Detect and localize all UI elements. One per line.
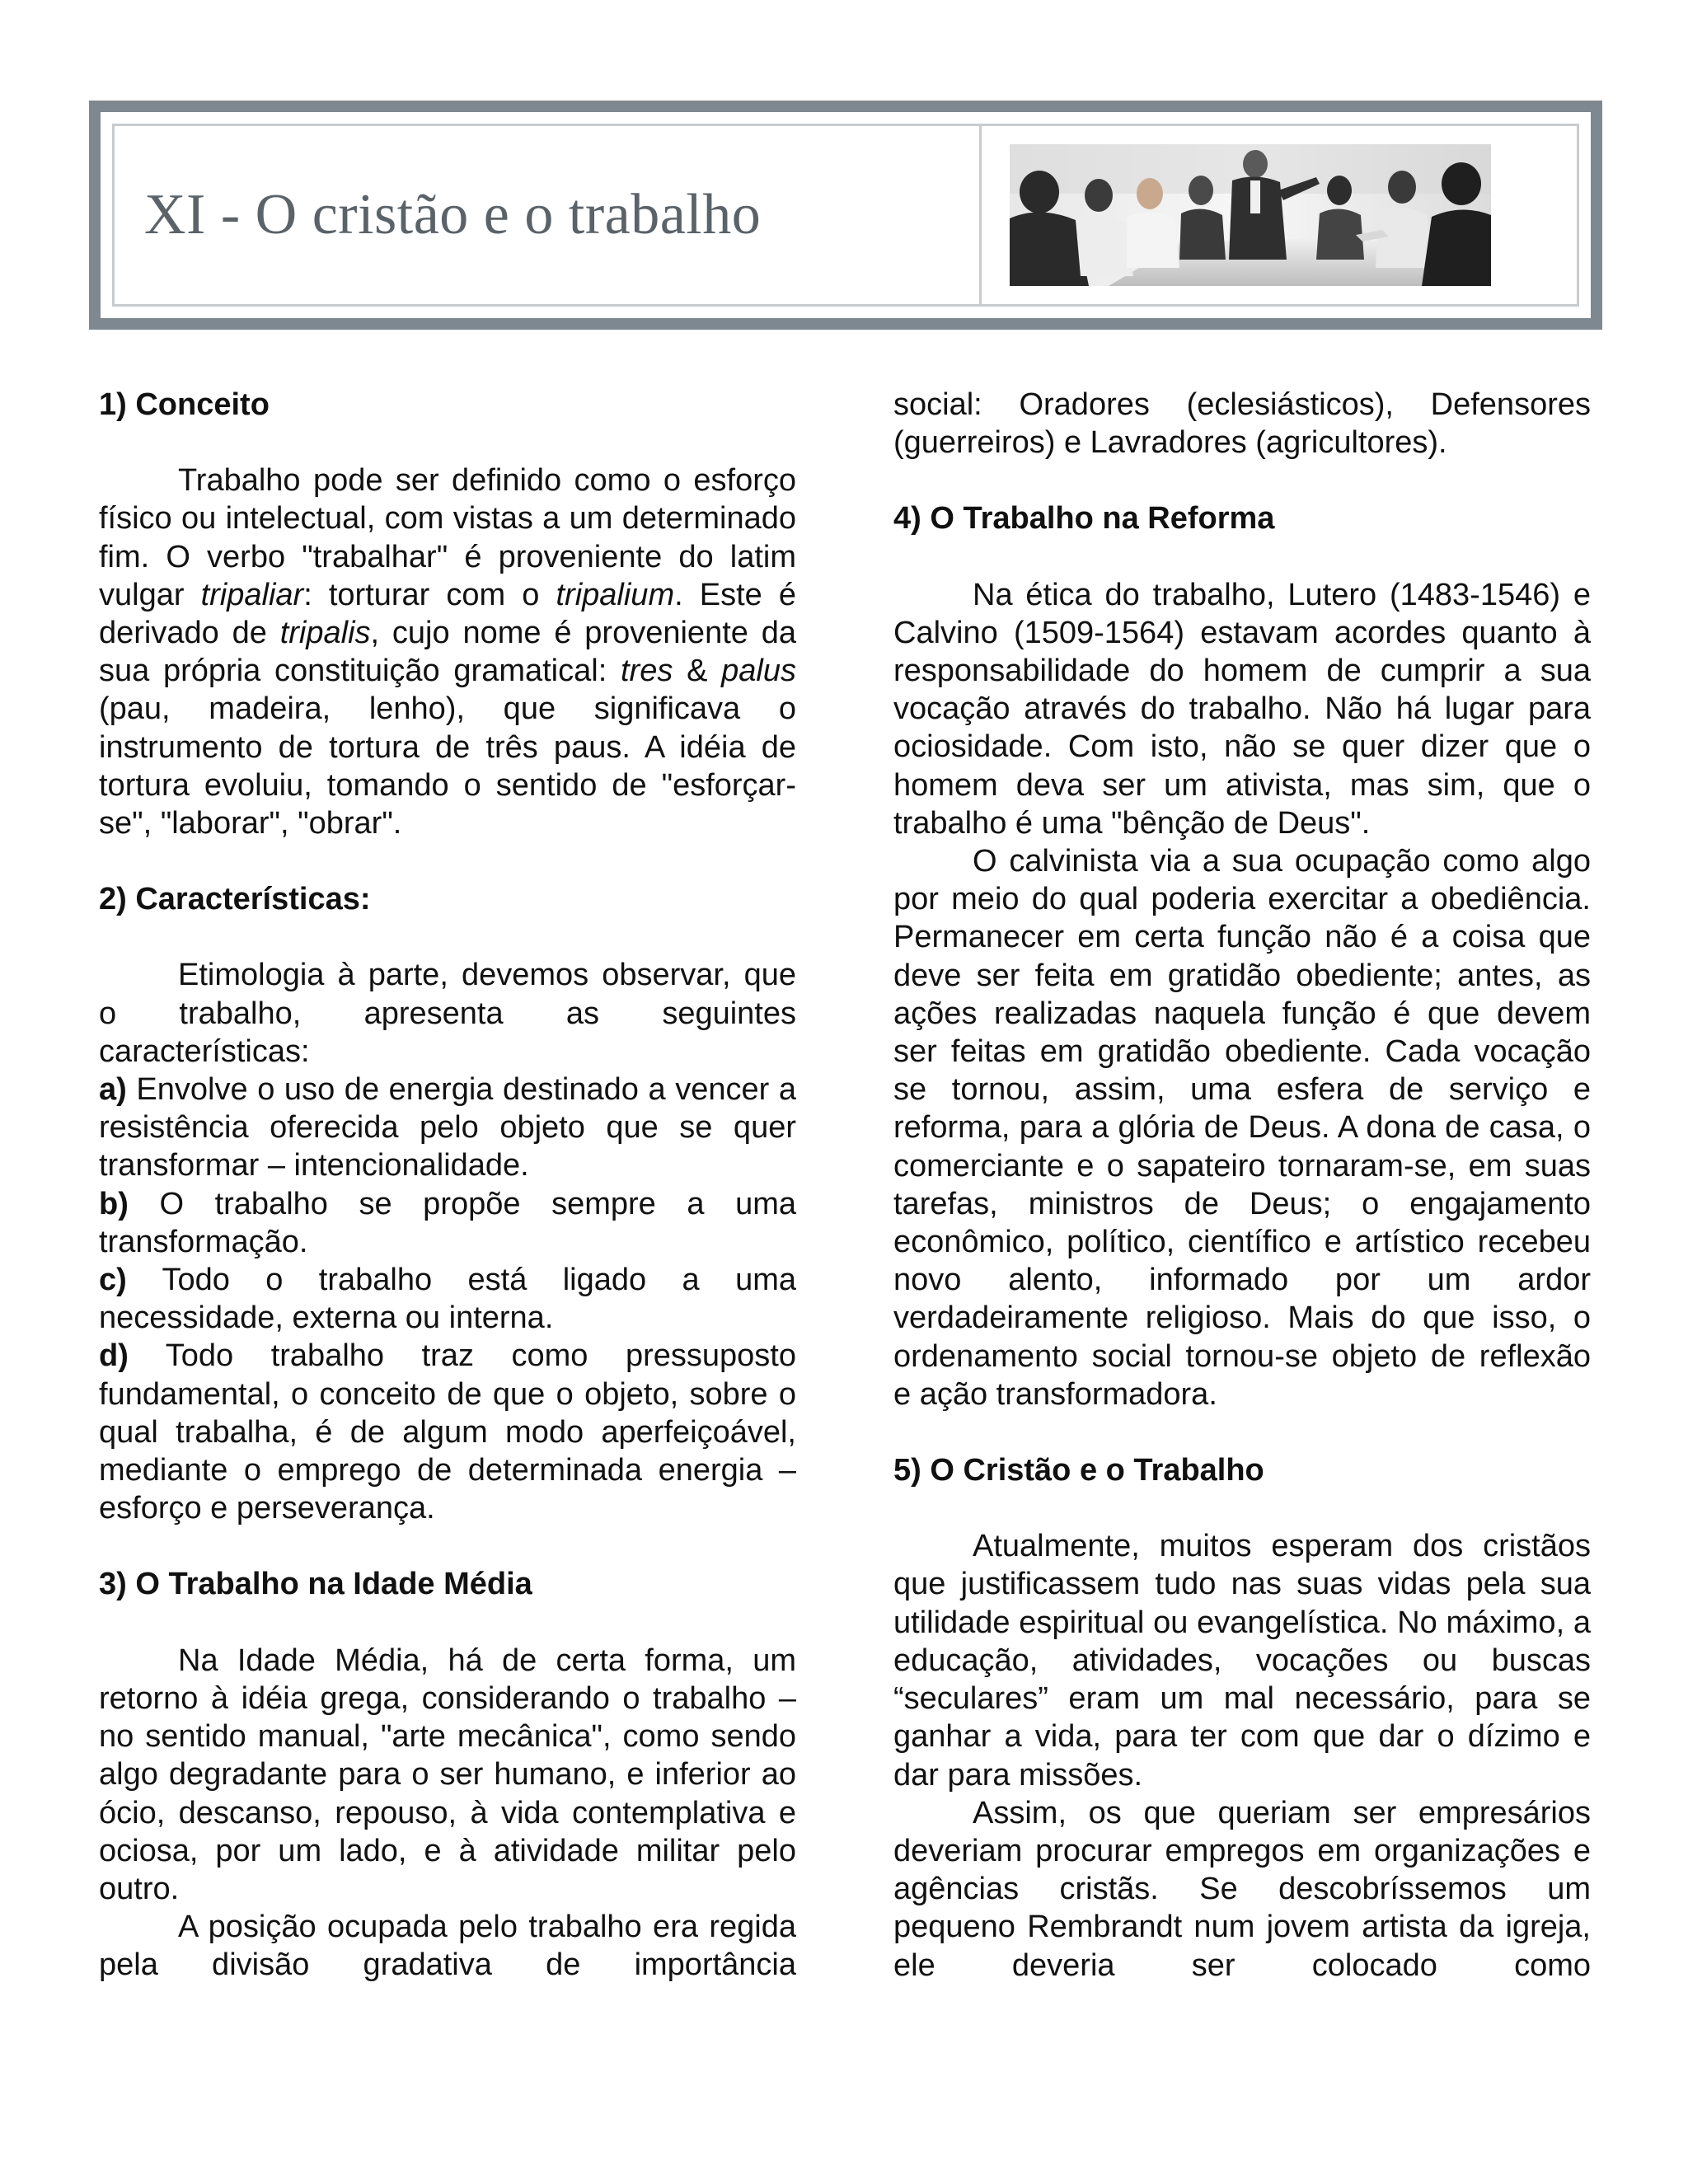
italic-term: palus xyxy=(721,654,796,689)
list-letter: a) xyxy=(99,1072,127,1108)
list-item xyxy=(99,1071,796,1185)
text-run: & xyxy=(673,654,722,689)
list-item-text: Todo trabalho traz como pressuposto fundamental, o conceito de que o objeto, sobre o qual trabalha, é de algum modo aperfeiçoável, mediante o emprego de determinada energia – esforço e perseverança. xyxy=(99,1338,796,1526)
section-heading-conceito: 1) Conceito xyxy=(99,387,270,422)
banner-photo-cell xyxy=(982,126,1577,304)
idade-media-paragraph-2-continued: social: Oradores (eclesiásticos), Defensores (guerreiros) e Lavradores (agricultores). xyxy=(893,387,1591,461)
idade-media-paragraph-1: Na Idade Média, há de certa forma, um retorno à idéia grega, considerando o trabalho – no sentido manual, "arte mecânica", como sendo algo degradante para o ser humano, e inferior ao ócio, descanso, repouso, à vida contemplativa e ociosa, por um lado, e à atividade militar pelo outro. xyxy=(99,1643,796,1906)
idade-media-paragraph-2: A posição ocupada pelo trabalho era regida pela divisão gradativa de importância xyxy=(99,1910,796,1983)
chapter-title: XI - O cristão e o trabalho xyxy=(144,183,762,246)
banner-title-cell xyxy=(115,126,982,304)
reforma-paragraph-2: O calvinista via a sua ocupação como algo por meio do qual poderia exercitar a obediência. Permanecer em certa função não é a coisa que deve ser feita em gratidão obediente; antes, as ações realizadas naquela função é que devem ser feitas em gratidão obediente. Cada vocação se tornou, assim, uma esfera de serviço e reforma, para a glória de Deus. A dona de casa, o comerciante e o sapateiro tornaram-se, em suas tarefas, ministros de Deus; o engajamento econômico, político, científico e artístico recebeu novo alento, informado por um ardor verdadeiramente religioso. Mais do que isso, o ordenamento social tornou-se objeto de reflexão e ação transformadora. xyxy=(893,844,1591,1412)
section-heading-cristao-trabalho: 5) O Cristão e o Trabalho xyxy=(893,1453,1264,1488)
text-run: . Este é derivado de xyxy=(99,577,797,651)
list-item-text: O trabalho se propõe sempre a uma transformação. xyxy=(99,1186,796,1259)
banner-inner xyxy=(101,112,1591,318)
right-column xyxy=(893,386,1591,1985)
italic-term: tripalium xyxy=(556,577,675,612)
list-letter: c) xyxy=(99,1263,127,1298)
caracteristicas-intro: Etimologia à parte, devemos observar, que o trabalho, apresenta as seguintes características: xyxy=(99,958,796,1069)
list-letter: d) xyxy=(99,1338,129,1374)
reforma-paragraph-1: Na ética do trabalho, Lutero (1483-1546) e Calvino (1509-1564) estavam acordes quanto à responsabilidade do homem de cumprir a sua vocação através do trabalho. Não há lugar para ociosidade. Com isto, não se quer dizer que o homem deva ser um ativista, mas sim, que o trabalho é uma "bênção de Deus". xyxy=(893,577,1591,841)
cristao-paragraph-1: Atualmente, muitos esperam dos cristãos que justificassem tudo nas suas vidas pela sua utilidade espiritual ou evangelística. No máximo, a educação, atividades, vocações ou buscas “seculares” eram um mal necessário, para se ganhar a vida, para ter com que dar o dízimo e dar para missões. xyxy=(893,1529,1591,1793)
text-run: , cujo nome é proveniente da sua própria constituição gramatical: xyxy=(99,616,796,689)
italic-term: tripalis xyxy=(279,616,371,651)
conceito-paragraph xyxy=(99,462,796,842)
italic-term: tripaliar xyxy=(200,577,304,612)
section-heading-reforma: 4) O Trabalho na Reforma xyxy=(893,501,1275,537)
banner-frame xyxy=(112,124,1579,307)
list-item-text: Todo o trabalho está ligado a uma necessidade, externa ou interna. xyxy=(99,1263,796,1336)
cristao-paragraph-2: Assim, os que queriam ser empresários deveriam procurar empregos em organizações e agências cristãs. Se descobríssemos um pequeno Rembrandt num jovem artista da igreja, ele deveria ser colocado como xyxy=(893,1795,1591,1983)
section-heading-caracteristicas: 2) Características: xyxy=(99,882,371,917)
business-meeting-photo xyxy=(1010,144,1491,286)
text-run: (pau, madeira, lenho), que significava o instrumento de tortura de três paus. A idéia de tortura evoluiu, tomando o sentido de "esforçar-se", "laborar", "obrar". xyxy=(99,691,796,841)
section-heading-idade-media: 3) O Trabalho na Idade Média xyxy=(99,1567,532,1602)
list-letter: b) xyxy=(99,1186,129,1221)
italic-term: tres xyxy=(620,654,673,689)
list-item xyxy=(99,1185,796,1261)
list-item xyxy=(99,1261,796,1337)
left-column xyxy=(99,386,796,1985)
text-run: Trabalho pode ser definido como o esforço físico ou intelectual, com vistas a um determinado fim. O verbo "trabalhar" é proveniente do latim vulgar xyxy=(99,463,796,612)
list-item xyxy=(99,1337,796,1527)
list-item-text: Envolve o uso de energia destinado a vencer a resistência oferecida pelo objeto que se quer transformar – intencionalidade. xyxy=(99,1072,796,1183)
header-banner xyxy=(89,101,1602,330)
text-run: : torturar com o xyxy=(303,577,556,612)
